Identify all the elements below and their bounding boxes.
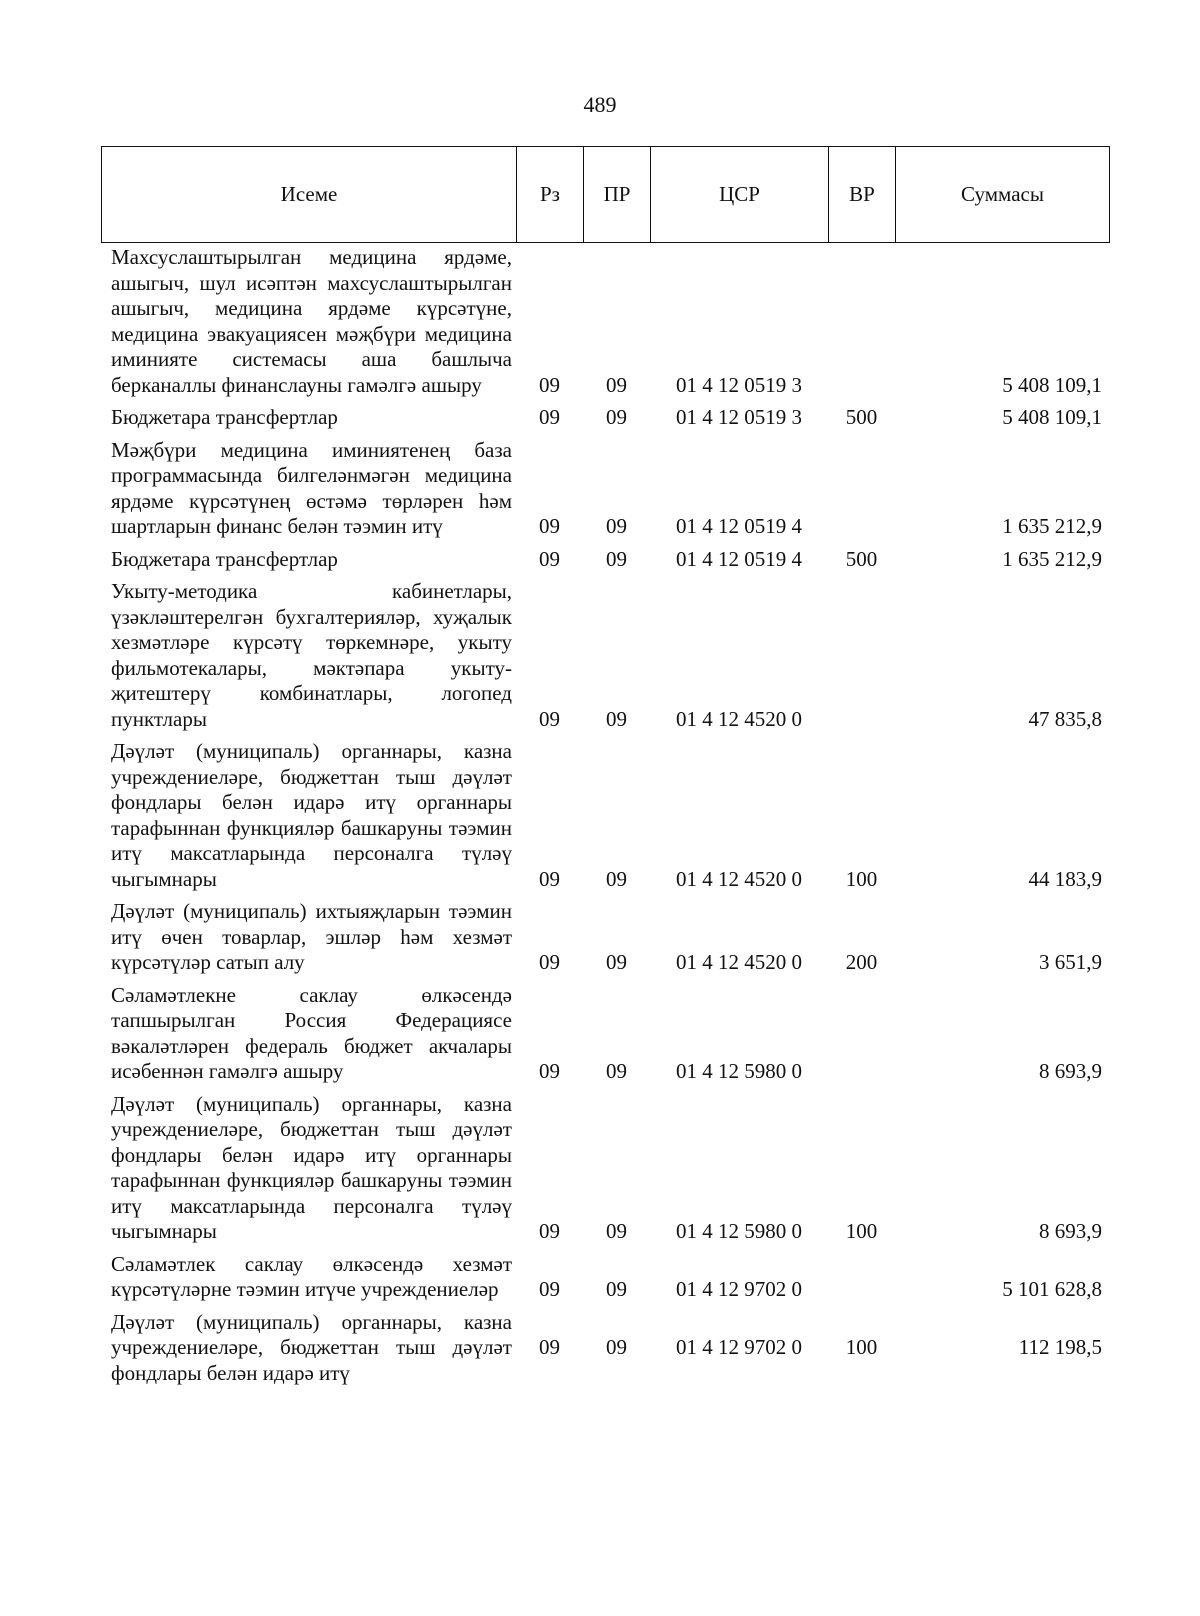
- row-name: Мәҗбүри медицина иминиятенең база программасында билгеләнмәгән медицина ярдәме күрсәтүнең өстәмә төрләрен һәм шартларын финанс белән тәэмин итү: [111, 437, 512, 538]
- row-csr: 01 4 12 4520 0: [676, 950, 802, 974]
- row-csr: 01 4 12 4520 0: [676, 866, 802, 891]
- row-rz: 09: [539, 950, 560, 974]
- row-pr: 09: [606, 372, 627, 397]
- row-sum: 5 101 628,8: [1002, 1277, 1102, 1301]
- column-header-name: Исеме: [102, 147, 517, 242]
- row-pr: 09: [606, 514, 627, 538]
- row-sum: 47 835,8: [1028, 706, 1102, 731]
- row-name: Дәүләт (муниципаль) органнары, казна учреждениеләре, бюджеттан тыш дәүләт фондлары белән идарә итү органнары тарафыннан функцияләр башкаруны тәэмин итү максатларында персоналга түләү чыгымнары: [111, 1091, 512, 1243]
- row-pr: 09: [606, 1277, 627, 1301]
- row-name: Сәламәтлек саклау өлкәсендә хезмәт күрсәтүләрне тәэмин итүче учреждениеләр: [111, 1251, 512, 1301]
- row-rz: 09: [539, 405, 560, 429]
- row-sum: 112 198,5: [1018, 1335, 1102, 1359]
- row-rz: 09: [539, 706, 560, 731]
- row-rz: 09: [539, 1059, 560, 1083]
- row-sum: 44 183,9: [1028, 866, 1102, 891]
- table-row: [101, 579, 1110, 732]
- row-rz: 09: [539, 1277, 560, 1301]
- row-sum: 8 693,9: [1039, 1219, 1102, 1243]
- row-vr: 500: [845, 405, 878, 429]
- row-vr: 100: [845, 866, 878, 891]
- table-row: [101, 438, 1110, 540]
- table-row: [101, 547, 1110, 573]
- row-csr: 01 4 12 5980 0: [676, 1059, 802, 1083]
- table-row: [101, 1252, 1110, 1303]
- row-vr: 200: [845, 950, 878, 974]
- row-sum: 1 635 212,9: [1002, 514, 1102, 538]
- row-vr: 100: [845, 1219, 878, 1243]
- row-pr: 09: [606, 950, 627, 974]
- row-pr: 09: [606, 1219, 627, 1243]
- row-rz: 09: [539, 372, 560, 397]
- table-body: [101, 245, 1110, 1393]
- row-name: Дәүләт (муниципаль) органнары, казна учреждениеләре, бюджеттан тыш дәүләт фондлары белән идарә итү: [111, 1309, 512, 1385]
- row-name: Дәүләт (муниципаль) органнары, казна учреждениеләре, бюджеттан тыш дәүләт фондлары белән идарә итү органнары тарафыннан функцияләр башкаруны тәэмин итү максатларында персоналга түләү чыгымнары: [111, 739, 512, 891]
- column-header-pr: ПР: [584, 147, 651, 242]
- row-pr: 09: [606, 546, 627, 571]
- page-number: 489: [583, 92, 617, 117]
- row-pr: 09: [606, 866, 627, 891]
- row-sum: 5 408 109,1: [1002, 372, 1102, 397]
- row-csr: 01 4 12 0519 3: [676, 372, 802, 397]
- row-sum: 5 408 109,1: [1002, 405, 1102, 429]
- row-name: Укыту-методика кабинетлары, үзәкләштерелгән бухгалтерияләр, хуҗалык хезмәтләре күрсәтү төркемнәре, укыту фильмотекалары, мәктәпара укыту-җитештерү комбинатлары, логопед пунктлары: [111, 579, 512, 731]
- column-header-vr: ВР: [829, 147, 896, 242]
- row-sum: 1 635 212,9: [1002, 546, 1102, 571]
- row-rz: 09: [539, 866, 560, 891]
- row-csr: 01 4 12 0519 4: [676, 514, 802, 538]
- table-row: [101, 1310, 1110, 1387]
- column-header-sum: Суммасы: [961, 182, 1044, 206]
- table-row: [101, 983, 1110, 1085]
- table-row: [101, 739, 1110, 892]
- row-pr: 09: [606, 706, 627, 731]
- row-vr: 100: [845, 1335, 878, 1359]
- row-name: Махсуслаштырылган медицина ярдәме, ашыгыч, шул исәптән махсуслаштырылган ашыгыч, медицина ярдәме күрсәтүне, медицина эвакуациясен мәҗбүри медицина иминияте системасы аша башлыча берканаллы финанслауны гамәлгә ашыру: [111, 245, 512, 397]
- row-csr: 01 4 12 9702 0: [676, 1277, 802, 1301]
- row-csr: 01 4 12 9702 0: [676, 1335, 802, 1359]
- row-rz: 09: [539, 546, 560, 571]
- row-vr: 500: [845, 546, 878, 571]
- table-row: [101, 1092, 1110, 1245]
- table-row: [101, 405, 1110, 431]
- column-header-rz: Рз: [517, 147, 584, 242]
- row-name: Дәүләт (муниципаль) ихтыяҗларын тәэмин итү өчен товарлар, эшләр һәм хезмәт күрсәтүләр сатып алу: [111, 899, 512, 974]
- row-rz: 09: [539, 1219, 560, 1243]
- row-rz: 09: [539, 1335, 560, 1359]
- column-header-csr: ЦСР: [651, 147, 829, 242]
- row-csr: 01 4 12 5980 0: [676, 1219, 802, 1243]
- row-sum: 8 693,9: [1039, 1059, 1102, 1083]
- row-name: Сәламәтлекне саклау өлкәсендә тапшырылган Россия Федерациясе вәкаләтләрен федераль бюджет акчалары исәбеннән гамәлгә ашыру: [111, 982, 512, 1083]
- row-sum: 3 651,9: [1039, 950, 1102, 974]
- table-header: [101, 146, 1110, 243]
- row-csr: 01 4 12 0519 4: [676, 546, 802, 571]
- row-pr: 09: [606, 1059, 627, 1083]
- table-row: [101, 899, 1110, 976]
- row-pr: 09: [606, 405, 627, 429]
- row-name: Бюджетара трансфертлар: [111, 546, 338, 571]
- row-csr: 01 4 12 0519 3: [676, 405, 802, 429]
- row-name: Бюджетара трансфертлар: [111, 405, 338, 429]
- row-csr: 01 4 12 4520 0: [676, 706, 802, 731]
- row-pr: 09: [606, 1335, 627, 1359]
- row-rz: 09: [539, 514, 560, 538]
- table-row: [101, 245, 1110, 398]
